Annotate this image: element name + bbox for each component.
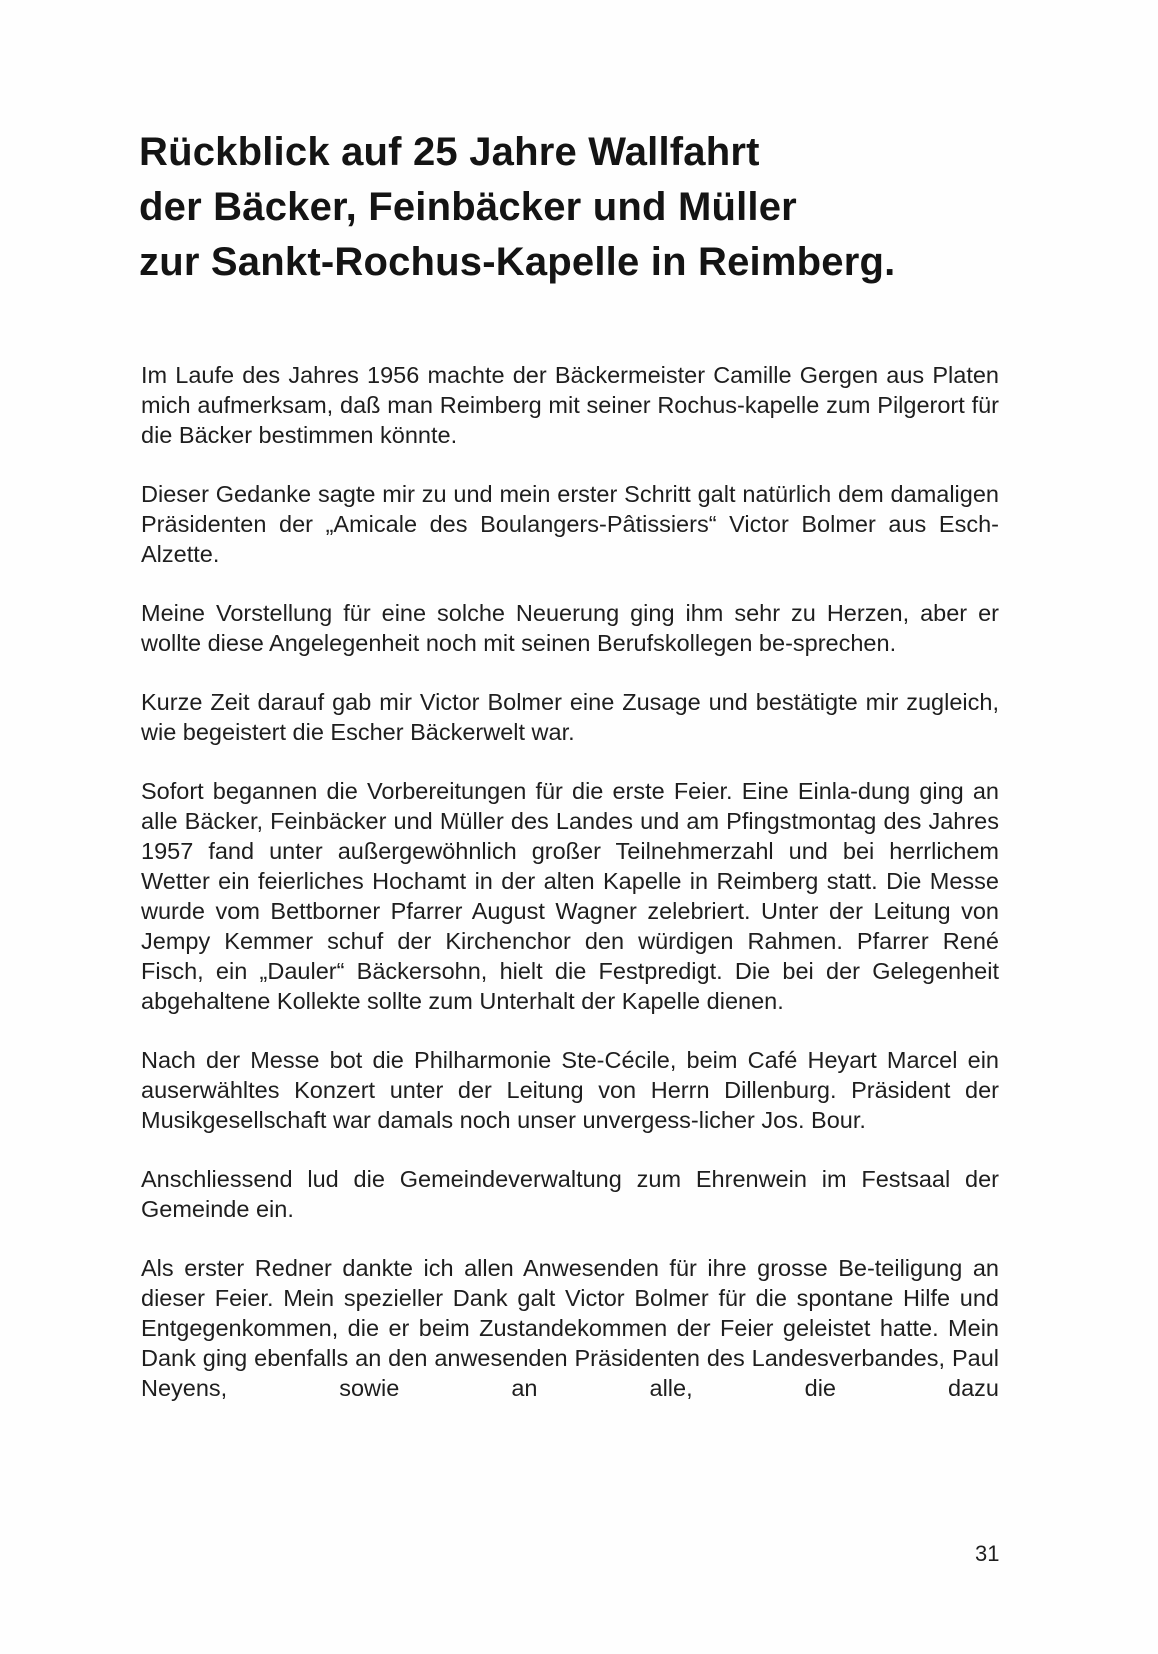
title-line-1: Rückblick auf 25 Jahre Wallfahrt [139, 130, 760, 174]
paragraph-8: Als erster Redner dankte ich allen Anwesenden für ihre grosse Be-teiligung an dieser Feier. Mein spezieller Dank galt Victor Bolmer für die spontane Hilfe und Entgegenkommen, die er beim Zustandekommen der Feier geleistet hatte. Mein Dank ging ebenfalls an den anwesenden Präsidenten des Landesverbandes, Paul Neyens, sowie an alle, die dazu [141, 1255, 999, 1401]
paragraph-1: Im Laufe des Jahres 1956 machte der Bäckermeister Camille Gergen aus Platen mich aufmerksam, daß man Reimberg mit seiner Rochus-kapelle zum Pilgerort für die Bäcker bestimmen könnte. [141, 362, 999, 448]
paragraph-7: Anschliessend lud die Gemeindeverwaltung zum Ehrenwein im Festsaal der Gemeinde ein. [141, 1166, 999, 1222]
paragraph-2: Dieser Gedanke sagte mir zu und mein erster Schritt galt natürlich dem damaligen Präsidenten der „Amicale des Boulangers-Pâtissiers“ Victor Bolmer aus Esch-Alzette. [141, 481, 999, 567]
title-line-3: zur Sankt-Rochus-Kapelle in Reimberg. [139, 240, 896, 284]
paragraph-6: Nach der Messe bot die Philharmonie Ste-Cécile, beim Café Heyart Marcel ein auserwähltes Konzert unter der Leitung von Herrn Dillenburg. Präsident der Musikgesellschaft war damals noch unser unvergess-licher Jos. Bour. [141, 1047, 999, 1133]
body-text [141, 360, 999, 1403]
title-line-2: der Bäcker, Feinbäcker und Müller [139, 185, 797, 229]
paragraph-5: Sofort begannen die Vorbereitungen für die erste Feier. Eine Einla-dung ging an alle Bäcker, Feinbäcker und Müller des Landes und am Pfingstmontag des Jahres 1957 fand unter außergewöhnlich großer Teilnehmerzahl und bei herrlichem Wetter ein feierliches Hochamt in der alten Kapelle in Reimberg statt. Die Messe wurde vom Bettborner Pfarrer August Wagner zelebriert. Unter der Leitung von Jempy Kemmer schuf der Kirchenchor den würdigen Rahmen. Pfarrer René Fisch, ein „Dauler“ Bäckersohn, hielt die Festpredigt. Die bei der Gelegenheit abgehaltene Kollekte sollte zum Unterhalt der Kapelle dienen. [141, 778, 999, 1014]
page-number: 31 [975, 1541, 1000, 1566]
paragraph-4: Kurze Zeit darauf gab mir Victor Bolmer eine Zusage und bestätigte mir zugleich, wie begeistert die Escher Bäckerwelt war. [141, 689, 999, 745]
page-title [139, 125, 1039, 290]
paragraph-3: Meine Vorstellung für eine solche Neuerung ging ihm sehr zu Herzen, aber er wollte diese Angelegenheit noch mit seinen Berufskollegen be-sprechen. [141, 600, 999, 656]
